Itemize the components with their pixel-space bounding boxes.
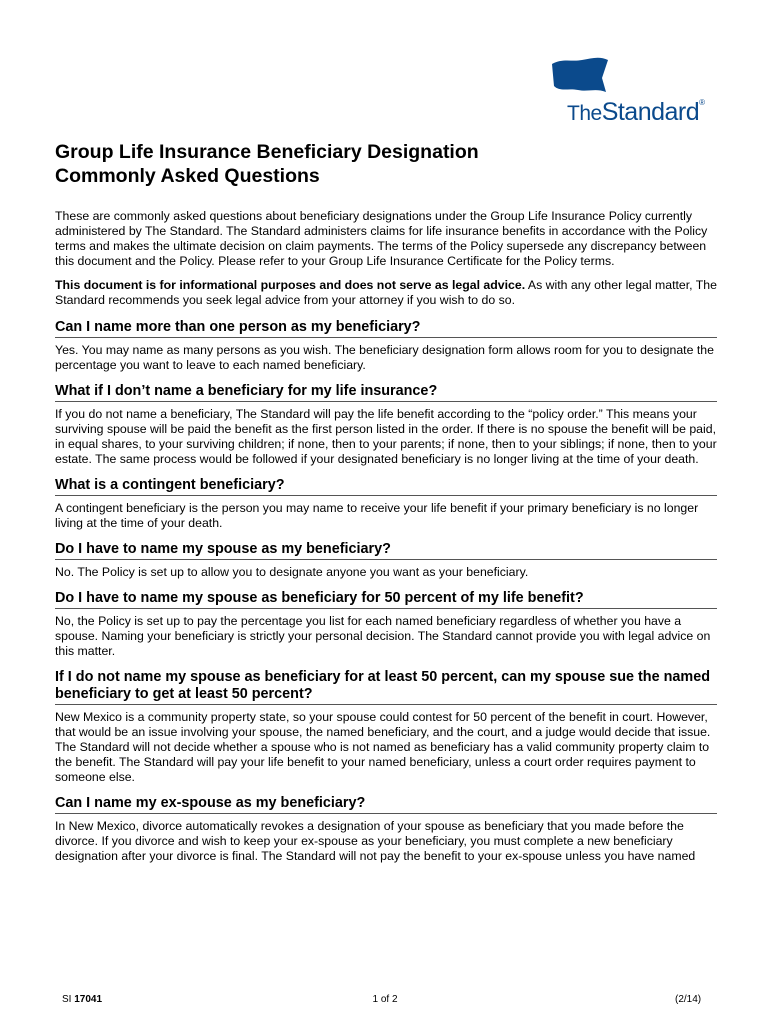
revision-date: (2/14) [675, 994, 702, 1005]
intro-paragraph: These are commonly asked questions about beneficiary designations under the Group Life Insurance Policy currently administered by The Standard. The Standard administers claims for life insurance benefits in accordance with the Policy terms and makes the ultimate decision on claim payments. The terms of the Policy supersede any discrepancy between this document and the Policy. Please refer to your Group Life Insurance Certificate for the Policy terms. [55, 209, 708, 268]
faq-question: What is a contingent beneficiary? [55, 477, 717, 496]
faq-section [55, 319, 717, 373]
faq-answer: Yes. You may name as many persons as you wish. The beneficiary designation form allows room for you to designate the percentage you want to leave to each named beneficiary. [55, 343, 714, 372]
faq-question: Can I name more than one person as my beneficiary? [55, 319, 717, 338]
faq-question: What if I don’t name a beneficiary for my life insurance? [55, 383, 717, 402]
faq-section [55, 669, 717, 785]
faq-answer: A contingent beneficiary is the person you may name to receive your life benefit if your primary beneficiary is no longer living at the time of your death. [55, 501, 699, 530]
faq-answer: No. The Policy is set up to allow you to designate anyone you want as your beneficiary. [55, 565, 529, 579]
document-body [55, 209, 717, 874]
legal-disclaimer-rest: As with any other legal matter, The Standard recommends you seek legal advice from your attorney if you wish to do so. [55, 278, 717, 307]
faq-answer: If you do not name a beneficiary, The Standard will pay the life benefit according to the “policy order.” This means your surviving spouse will be paid the benefit as the first person listed in the order. If there is no spouse the benefit will be paid, in equal shares, to your surviving children; if none, then to your parents; if none, then to your siblings; if none, then to your estate. The same process would be followed if your designated beneficiary is no longer living at the time of your death. [55, 407, 717, 466]
legal-disclaimer-bold: This document is for informational purposes and does not serve as legal advice. [55, 278, 526, 292]
flag-icon [550, 56, 612, 96]
faq-answer: New Mexico is a community property state, so your spouse could contest for 50 percent of the benefit in court. However, that would be an issue involving your spouse, the named beneficiary, and the court, and a judge would decide that issue. The Standard will not decide whether a spouse who is not named as beneficiary has a valid community property claim to the benefit. The Standard will pay your life benefit to your named beneficiary, unless a court order requires payment to someone else. [55, 710, 711, 784]
faq-section [55, 590, 717, 659]
faq-question: Do I have to name my spouse as my beneficiary? [55, 541, 717, 560]
faq-section [55, 477, 717, 531]
faq-section [55, 795, 717, 864]
legal-disclaimer [55, 278, 717, 308]
faq-answer: No, the Policy is set up to pay the percentage you list for each named beneficiary regardless of whether you have a spouse. Naming your beneficiary is strictly your personal decision. The Standard cannot provide you with legal advice on this matter. [55, 614, 711, 658]
faq-section [55, 383, 717, 467]
page-number: 1 of 2 [372, 994, 398, 1005]
the-standard-logo [545, 56, 725, 126]
faq-question: Do I have to name my spouse as beneficiary for 50 percent of my life benefit? [55, 590, 717, 609]
logo-wordmark: TheStandard® [567, 98, 705, 126]
faq-answer: In New Mexico, divorce automatically revokes a designation of your spouse as beneficiary that you made before the divorce. If you divorce and wish to keep your ex-spouse as your beneficiary, you must complete a new beneficiary designation after your divorce is final. The Standard will not pay the benefit to your ex-spouse unless you have named [55, 819, 696, 863]
faq-section [55, 541, 717, 580]
page-title [55, 140, 715, 188]
title-line-2: Commonly Asked Questions [55, 165, 320, 187]
faq-question: If I do not name my spouse as beneficiary for at least 50 percent, can my spouse sue the named beneficiary to get at least 50 percent? [55, 669, 717, 705]
faq-question: Can I name my ex-spouse as my beneficiary? [55, 795, 717, 814]
title-line-1: Group Life Insurance Beneficiary Designation [55, 141, 479, 163]
form-number: SI 17041 [62, 994, 103, 1005]
